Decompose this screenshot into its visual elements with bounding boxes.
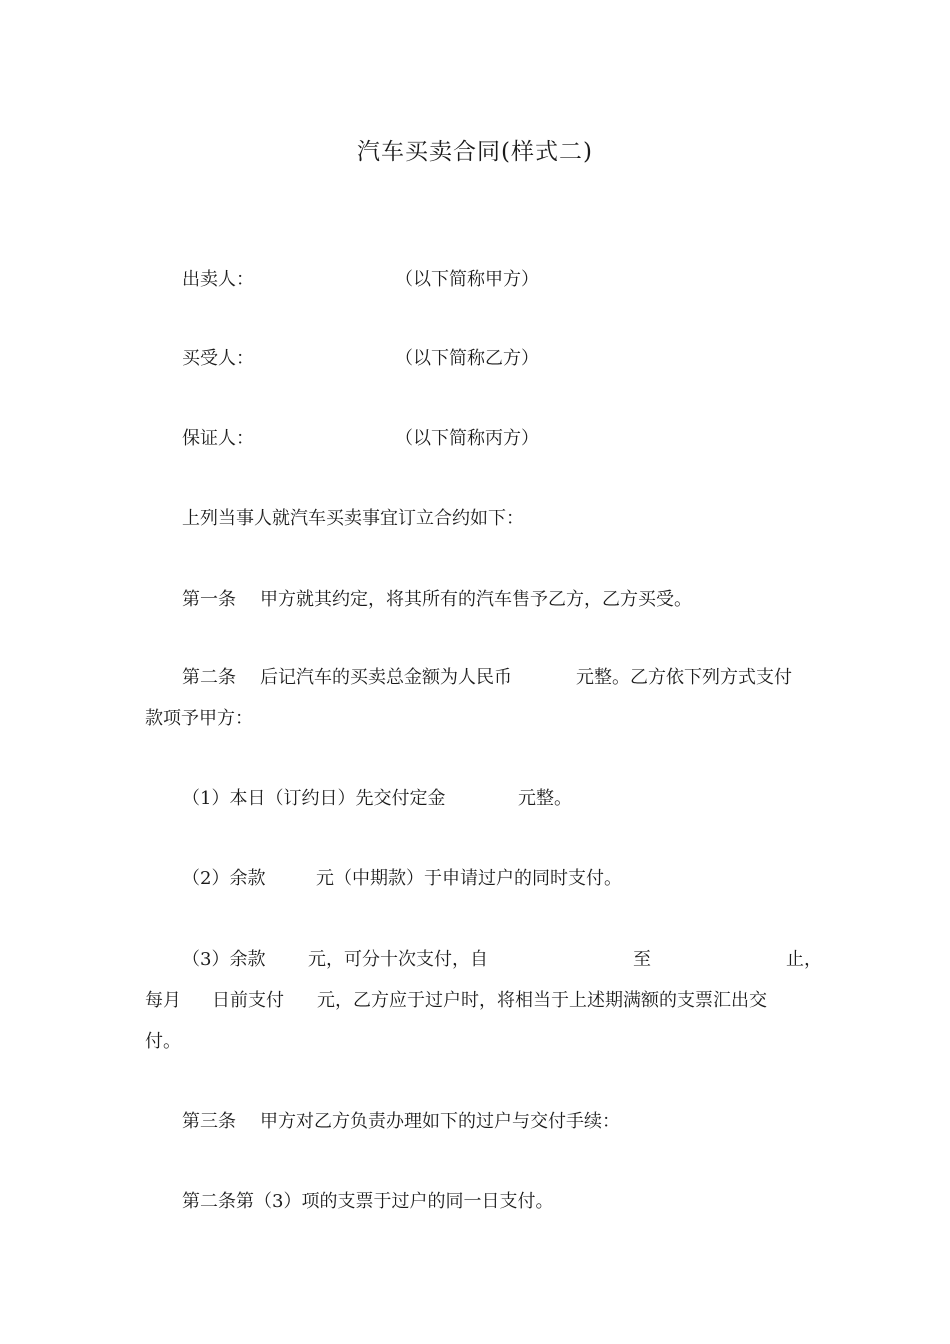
article-2-item-3-line-3: 付。 [145,1031,181,1052]
seller-label: 出卖人： [182,269,254,290]
article-1-heading: 第一条 [182,589,236,610]
item-3-text-d: 止， [786,949,822,970]
article-3-heading: 第三条 [182,1111,236,1132]
article-2-heading: 第二条 [182,667,236,688]
article-2-text-a: 后记汽车的买卖总金额为人民币 [260,667,512,688]
article-3-sub-1: 第二条第（3）项的支票于过户的同一日支付。 [182,1191,554,1212]
item-1-text-b: 元整。 [518,788,572,809]
item-3-text-a: （3）余款 [182,949,266,970]
article-2-line-2: 款项予甲方： [145,708,253,729]
intro-paragraph: 上列当事人就汽车买卖事宜订立合约如下： [182,508,524,529]
seller-note: （以下简称甲方） [395,269,539,290]
buyer-note: （以下简称乙方） [395,348,539,369]
guarantor-label: 保证人： [182,428,254,449]
article-3-text: 甲方对乙方负责办理如下的过户与交付手续： [260,1111,620,1132]
item-3-text-c: 至 [633,949,651,970]
item-3-text-g: 元，乙方应于过户时，将相当于上述期满额的支票汇出交 [317,990,767,1011]
document-title: 汽车买卖合同(样式二) [357,139,593,165]
item-1-text-a: （1）本日（订约日）先交付定金 [182,788,446,809]
buyer-label: 买受人： [182,348,254,369]
item-3-text-f: 日前支付 [212,990,284,1011]
item-3-text-e: 每月 [145,990,181,1011]
article-2-text-b: 元整。乙方依下列方式支付 [576,667,792,688]
item-3-text-b: 元，可分十次支付，自 [308,949,488,970]
item-2-text-b: 元（中期款）于申请过户的同时支付。 [316,868,622,889]
article-1-text: 甲方就其约定，将其所有的汽车售予乙方，乙方买受。 [260,589,692,610]
guarantor-note: （以下简称丙方） [395,428,539,449]
item-2-text-a: （2）余款 [182,868,266,889]
